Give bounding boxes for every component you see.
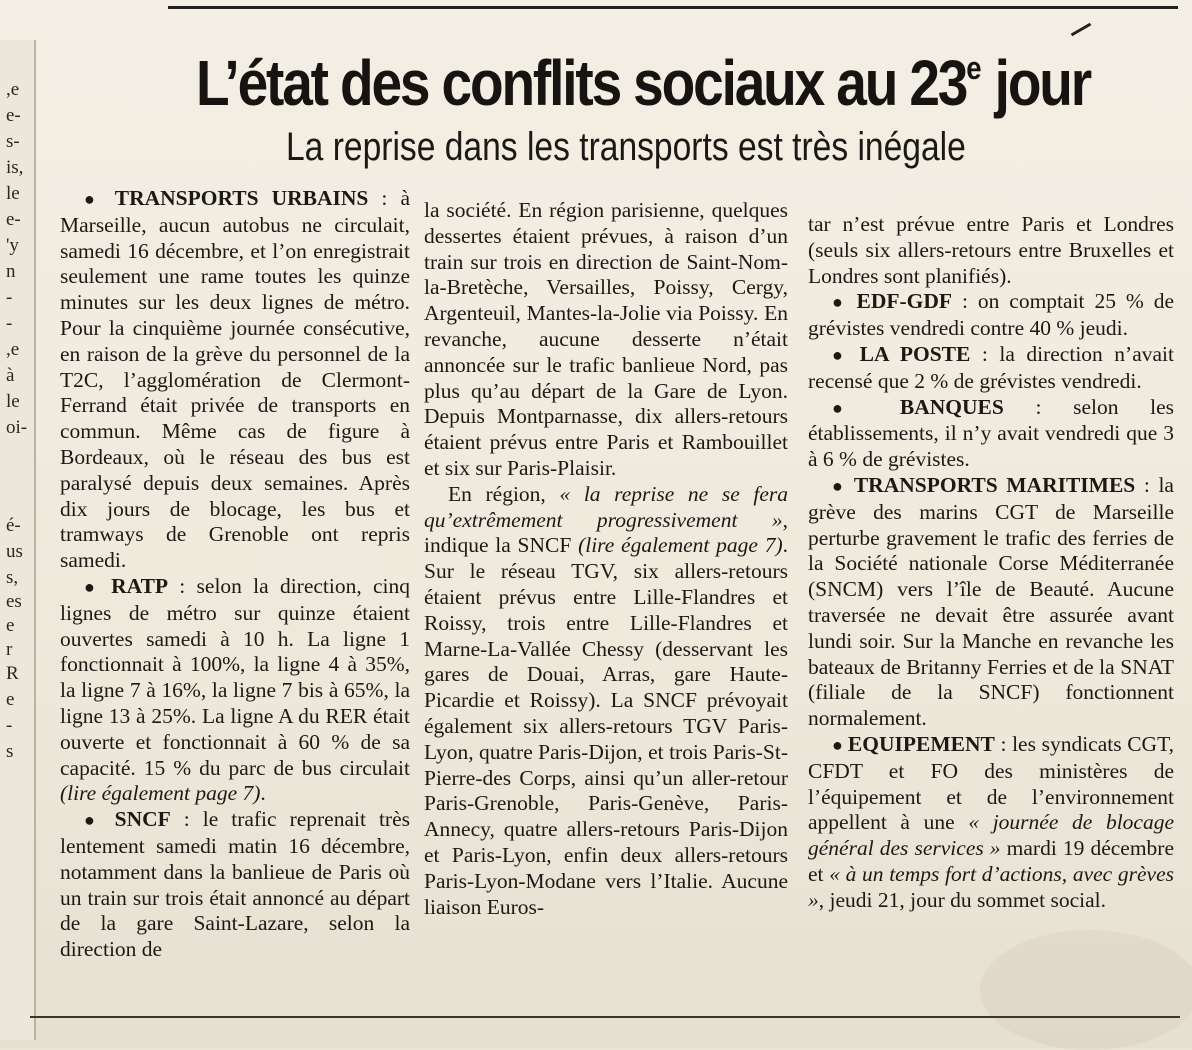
headline-text: L’état des conflits sociaux au 23	[196, 47, 967, 119]
paragraph-eurostar-continued: tar n’est prévue entre Paris et Londres (seuls six allers-retours entre Bruxelles et Londres sont planifiés).	[808, 212, 1174, 288]
paragraph-transports-maritimes	[808, 473, 1174, 732]
paragraph-text: En région,	[448, 481, 560, 506]
edge-fragment: -	[6, 313, 13, 334]
section-label: ● BANQUES	[832, 395, 1004, 419]
section-label: ● SNCF	[84, 807, 171, 831]
section-label: ● RATP	[84, 574, 168, 598]
cross-reference: (lire également page 7)	[60, 781, 261, 806]
paragraph-sncf	[60, 807, 410, 963]
edge-fragment: é-	[6, 515, 21, 536]
quotation: « à un temps fort d’actions, avec grèves »	[808, 861, 1174, 912]
paragraph-edf-gdf	[808, 289, 1174, 342]
paragraph-text: selon les établissements, il n’y avait vendredi que 3 à 6 % de grévistes.	[808, 394, 1174, 472]
edge-fragment: es	[6, 591, 22, 612]
subheadline: La reprise dans les transports est très inégale	[286, 125, 966, 169]
edge-fragment: e	[6, 615, 15, 636]
quotation: « journée de blocage général des services »	[808, 810, 1175, 861]
paragraph-ratp	[60, 574, 410, 807]
separator: :	[952, 289, 978, 314]
paragraph-text: la grève des marins CGT de Marseille perturbe gravement le trafic des ferries de la Société nationale Corse Méditerranée (SNCM) vers l’île de Beauté. Aucune traversée ne devait être assurée avant lundi soir. Sur la Manche en revanche les bateaux de Britanny Ferries et de la SNAT (filiale de la SNCF) fonctionnent normalement.	[808, 472, 1174, 731]
edge-fragment: s-	[6, 131, 20, 152]
edge-fragment: ,e	[6, 79, 20, 100]
separator: :	[1003, 394, 1074, 419]
edge-fragment: us	[6, 541, 23, 562]
paragraph-la-poste	[808, 342, 1174, 395]
article-column-1	[60, 186, 410, 963]
paragraph-text: les syndicats CGT, CFDT et FO des ministères de l’équipement et de l’environnement appellent à une	[808, 731, 1174, 835]
paragraph-banques	[808, 395, 1174, 473]
paragraph-text: mardi 19 décembre et	[808, 836, 1174, 886]
paragraph-text: selon la direction, cinq lignes de métro sur quinze étaient ouvertes samedi à 10 h. La ligne 1 fonctionnait à 100%, la ligne 4 à 35%, la ligne 7 à 16%, la ligne 7 bis à 65%, la ligne 13 à 25%. La ligne A du RER était ouverte et fonctionnait à 60 % de sa capacité. 15 % du parc de bus circulait	[60, 573, 410, 780]
quotation: « la reprise ne se fera qu’extrêmement progressivement »	[424, 481, 789, 532]
top-rule	[168, 6, 1178, 9]
paper-stain	[980, 930, 1192, 1050]
separator: :	[168, 573, 197, 598]
adjacent-article-edge	[0, 40, 36, 1040]
edge-fragment: 'y	[6, 235, 19, 256]
section-label: ● EQUIPEMENT	[832, 732, 995, 756]
headline	[196, 18, 1091, 119]
paragraph-text: le trafic reprenait très lentement samedi matin 16 décembre, notamment dans la banlieue de Paris où un train sur trois était annoncé au départ de la gare Saint-Lazare, selon la direction de	[60, 807, 410, 962]
edge-fragment: is,	[6, 157, 24, 178]
edge-fragment: le	[6, 391, 20, 412]
edge-fragment: -	[6, 287, 13, 308]
bottom-rule	[30, 1016, 1180, 1018]
section-label: ● LA POSTE	[832, 342, 970, 366]
cross-reference: (lire également page 7)	[578, 533, 783, 558]
edge-fragment: e-	[6, 209, 21, 230]
top-rule-corner	[1071, 23, 1092, 37]
article-column-3	[808, 212, 1174, 914]
paragraph-equipement	[808, 732, 1174, 914]
section-label: ● TRANSPORTS MARITIMES	[832, 473, 1135, 497]
section-label: ● TRANSPORTS URBAINS	[84, 186, 368, 210]
paragraph-text: la direction n’avait recensé que 2 % de grévistes vendredi.	[808, 341, 1174, 393]
edge-fragment: -	[6, 715, 13, 736]
paragraph-text: , indique la SNCF	[424, 507, 788, 558]
separator: :	[970, 341, 1000, 366]
article-column-2	[424, 198, 788, 920]
separator: :	[368, 186, 401, 210]
edge-fragment: R	[6, 663, 19, 684]
punctuation: .	[260, 781, 266, 806]
section-label: ● EDF-GDF	[832, 289, 952, 313]
edge-fragment: s	[6, 741, 14, 762]
edge-fragment: r	[6, 639, 13, 660]
edge-fragment: le	[6, 183, 20, 204]
paragraph-sncf-continued: la société. En région parisienne, quelques dessertes étaient prévues, à raison d’un train sur trois en direction de Saint-Nom-la-Bretèche, Versailles, Poissy, Cergy, Argenteuil, Mantes-la-Jolie via Poissy. En revanche, aucune desserte n’était annoncée sur le trafic banlieue Nord, pas plus qu’au départ de la Gare de Lyon. Depuis Montparnasse, dix allers-retours étaient prévus entre Paris et Rambouillet et six sur Paris-Plaisir.	[424, 198, 788, 480]
paragraph-text: on comptait 25 % de grévistes vendredi contre 40 % jeudi.	[808, 289, 1174, 341]
edge-fragment: n	[6, 261, 16, 282]
edge-fragment: s,	[6, 567, 19, 588]
edge-fragment: e-	[6, 105, 21, 126]
paragraph-text: à Marseille, aucun autobus ne circulait, samedi 16 décembre, et l’on enregistrait seulement une rame toutes les quinze minutes sur les deux lignes de métro. Pour la cinquième journée consécutive, en raison de la grève du personnel de la T2C, l’agglomération de Clermont-Ferrand était privée de transports en commun. Même cas de figure à Bordeaux, où le réseau des bus est paralysé depuis deux semaines. Après dix jours de blocage, les bus et tramways de Grenoble ont repris samedi.	[60, 186, 411, 573]
separator: :	[170, 807, 203, 832]
paragraph-sncf-region	[424, 482, 788, 921]
paragraph-text: . Sur le réseau TGV, six allers-retours étaient prévus entre Lille-Flandres et Roissy, trois entre Lille-Flandres et Marne-La-Vallée Chessy (desservant les gares de Douai, Arras, gare Haute-Picardie et Roissy). La SNCF prévoyait également six allers-retours TGV Paris-Lyon, quatre Paris-Dijon, et trois Paris-St-Pierre-des Corps, ainsi qu’un aller-retour Paris-Grenoble, Paris-Genève, Paris-Annecy, quatre allers-retours Paris-Dijon et Paris-Lyon, enfin deux allers-retours Paris-Lyon-Modane vers l’Italie. Aucune liaison Euros-	[424, 533, 788, 919]
edge-fragment: ,e	[6, 339, 20, 360]
separator: :	[994, 731, 1013, 756]
headline-superscript: e	[966, 50, 982, 86]
headline-tail: jour	[981, 47, 1091, 119]
edge-fragment: oi-	[6, 417, 28, 438]
separator: :	[1135, 472, 1159, 497]
paragraph-text: , jeudi 21, jour du sommet social.	[818, 887, 1106, 912]
paragraph-transports-urbains	[60, 186, 410, 574]
edge-fragment: e	[6, 689, 15, 710]
edge-fragment: à	[6, 365, 15, 386]
